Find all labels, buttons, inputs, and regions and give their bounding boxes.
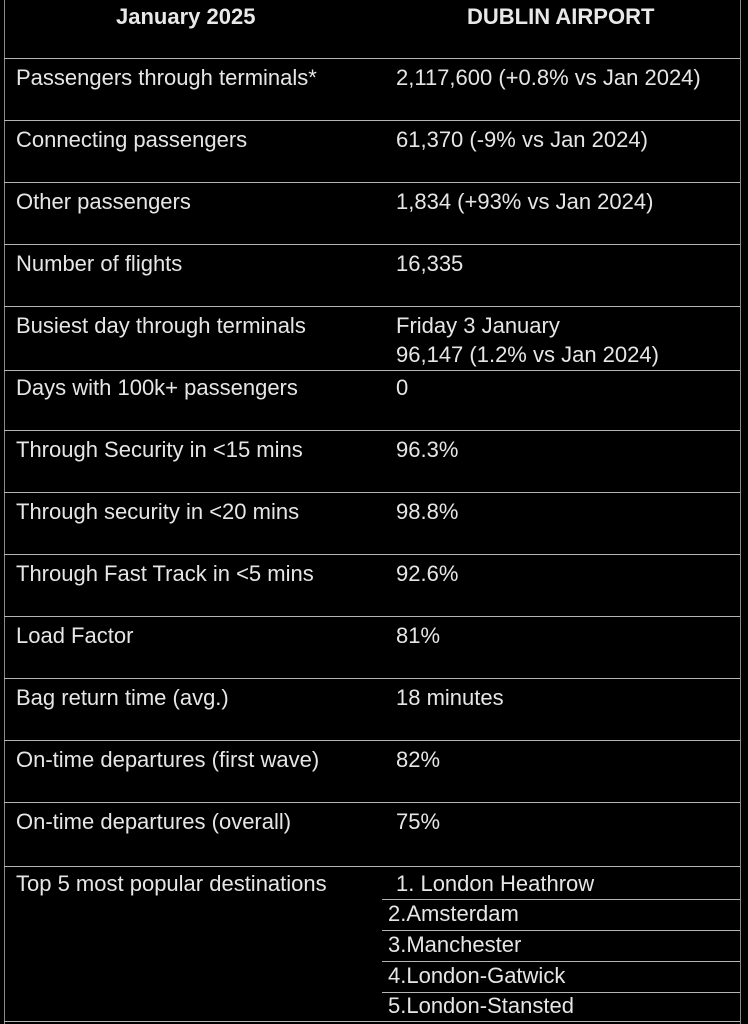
table-right-border (740, 0, 741, 1024)
row-label-ontime-first-wave: On-time departures (first wave) (16, 747, 320, 772)
row-divider (4, 866, 740, 867)
destination-item: 4.London-Gatwick (388, 963, 566, 988)
row-label-flights: Number of flights (16, 251, 183, 276)
destination-item: 3.Manchester (388, 932, 522, 957)
row-label-busiest-day: Busiest day through terminals (16, 313, 306, 338)
row-label-passengers: Passengers through terminals* (16, 65, 317, 90)
row-value-security-20: 98.8% (396, 499, 459, 524)
row-value-fast-track: 92.6% (396, 561, 459, 586)
row-value-ontime-first-wave: 82% (396, 747, 441, 772)
destination-item: 2.Amsterdam (388, 901, 519, 926)
row-value-connecting: 61,370 (-9% vs Jan 2024) (396, 127, 648, 152)
row-label-security-15: Through Security in <15 mins (16, 437, 303, 462)
row-value-busiest-day-count: 96,147 (1.2% vs Jan 2024) (396, 342, 659, 367)
row-label-bag-return: Bag return time (avg.) (16, 685, 229, 710)
row-label-other: Other passengers (16, 189, 191, 214)
airport-heading: DUBLIN AIRPORT (467, 4, 655, 29)
row-value-100k-days: 0 (396, 375, 409, 400)
row-value-passengers: 2,117,600 (+0.8% vs Jan 2024) (396, 65, 701, 90)
row-divider (4, 740, 740, 741)
row-label-destinations: Top 5 most popular destinations (16, 871, 327, 896)
period-heading: January 2025 (116, 4, 256, 29)
row-divider (4, 430, 740, 431)
table-header (0, 0, 748, 58)
row-label-ontime-overall: On-time departures (overall) (16, 809, 292, 834)
row-value-bag-return: 18 minutes (396, 685, 504, 710)
row-value-flights: 16,335 (396, 251, 464, 276)
row-label-load-factor: Load Factor (16, 623, 134, 648)
row-label-security-20: Through security in <20 mins (16, 499, 300, 524)
row-value-busiest-day: Friday 3 January (396, 313, 560, 338)
row-divider (4, 492, 740, 493)
row-value-load-factor: 81% (396, 623, 441, 648)
header-divider (4, 58, 740, 59)
destination-item: 1. London Heathrow (396, 871, 595, 896)
row-divider (4, 120, 740, 121)
row-divider (4, 182, 740, 183)
row-divider (4, 616, 740, 617)
row-label-100k-days: Days with 100k+ passengers (16, 375, 298, 400)
row-divider (4, 554, 740, 555)
row-value-security-15: 96.3% (396, 437, 459, 462)
row-label-fast-track: Through Fast Track in <5 mins (16, 561, 314, 586)
row-divider (4, 370, 740, 371)
row-label-connecting: Connecting passengers (16, 127, 248, 152)
row-divider (4, 244, 740, 245)
row-divider (4, 802, 740, 803)
row-value-ontime-overall: 75% (396, 809, 441, 834)
row-divider (4, 678, 740, 679)
table-left-border (4, 0, 5, 1024)
row-divider (4, 306, 740, 307)
table-bottom-border (4, 1021, 740, 1022)
destination-item: 5.London-Stansted (388, 993, 574, 1018)
row-value-other: 1,834 (+93% vs Jan 2024) (396, 189, 654, 214)
